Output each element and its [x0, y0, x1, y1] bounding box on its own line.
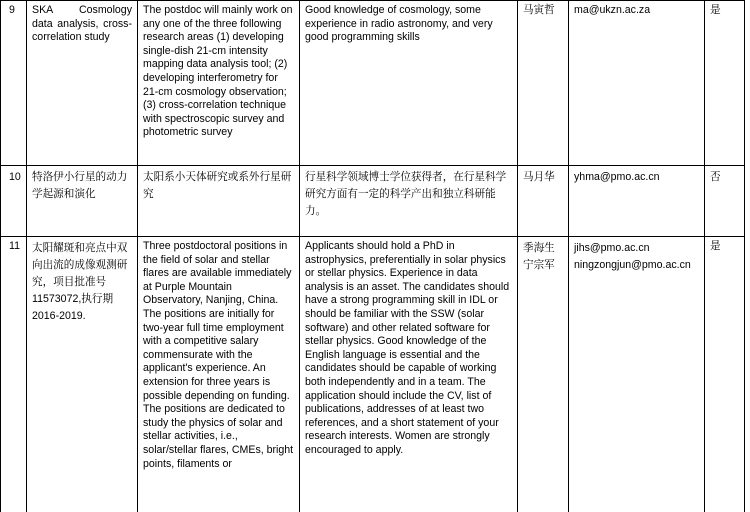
status-flag: 是	[705, 237, 745, 512]
status-flag: 是	[705, 1, 745, 166]
contact-email-line: jihs@pmo.ac.cn	[574, 242, 650, 254]
project-title: SKA Cosmology data analysis, cross-correlation study	[27, 1, 138, 166]
contact-email: yhma@pmo.ac.cn	[569, 166, 705, 237]
table-row	[1, 1, 745, 166]
contact-name-line: 宁宗军	[523, 259, 555, 271]
contact-name	[518, 237, 569, 512]
row-number: 9	[1, 1, 27, 166]
research-description: Three postdoctoral positions in the field of solar and stellar flares are available immediately at Purple Mountain Observatory, Nanjing, China. The positions are initially for two-year full time employment with a competitive salary commensurate with the applicant's experience. An extension for three years is possible depending on funding. The positions are dedicated to study the physics of solar and stellar activities, i.e., solar/stellar flares, CMEs, bright points, filaments or	[138, 237, 300, 512]
status-flag: 否	[705, 166, 745, 237]
requirements-text: 行星科学领域博士学位获得者，在行星科学研究方面有一定的科学产出和独立科研能力。	[300, 166, 518, 237]
requirements-text: Good knowledge of cosmology, some experience in radio astronomy, and very good programming skills	[300, 1, 518, 166]
project-title: 特洛伊小行星的动力学起源和演化	[27, 166, 138, 237]
research-description: The postdoc will mainly work on any one of the three following research areas (1) developing single-dish 21-cm intensity mapping data analysis tool; (2) developing interferometry for 21-cm cosmology observation; (3) cross-correlation technique with spectroscopic survey and photometric survey	[138, 1, 300, 166]
contact-email: ma@ukzn.ac.za	[569, 1, 705, 166]
table-row	[1, 237, 745, 512]
row-number: 11	[1, 237, 27, 512]
contact-name: 马月华	[518, 166, 569, 237]
research-description: 太阳系小天体研究或系外行星研究	[138, 166, 300, 237]
requirements-text: Applicants should hold a PhD in astrophysics, preferentially in solar physics or stellar physics. Experience in data analysis is an asset. The candidates should have a strong programming skill in IDL or should be familiar with the SSW (solar software) and other related software for stellar physics. Good knowledge of the English language is essential and the candidates should be capable of working both independently and in a team. The application should include the CV, list of publications, addresses of at least two references, and a short statement of your research interests. Women are strongly encouraged to apply.	[300, 237, 518, 512]
table-row	[1, 166, 745, 237]
project-title: 太阳耀斑和亮点中双向出流的成像观测研究，项目批准号 11573072,执行期 2016-2019.	[27, 237, 138, 512]
contact-name: 马寅哲	[518, 1, 569, 166]
contact-email-line: ningzongjun@pmo.ac.cn	[574, 259, 691, 271]
row-number: 10	[1, 166, 27, 237]
contact-name-line: 季海生	[523, 242, 555, 254]
contact-email	[569, 237, 705, 512]
